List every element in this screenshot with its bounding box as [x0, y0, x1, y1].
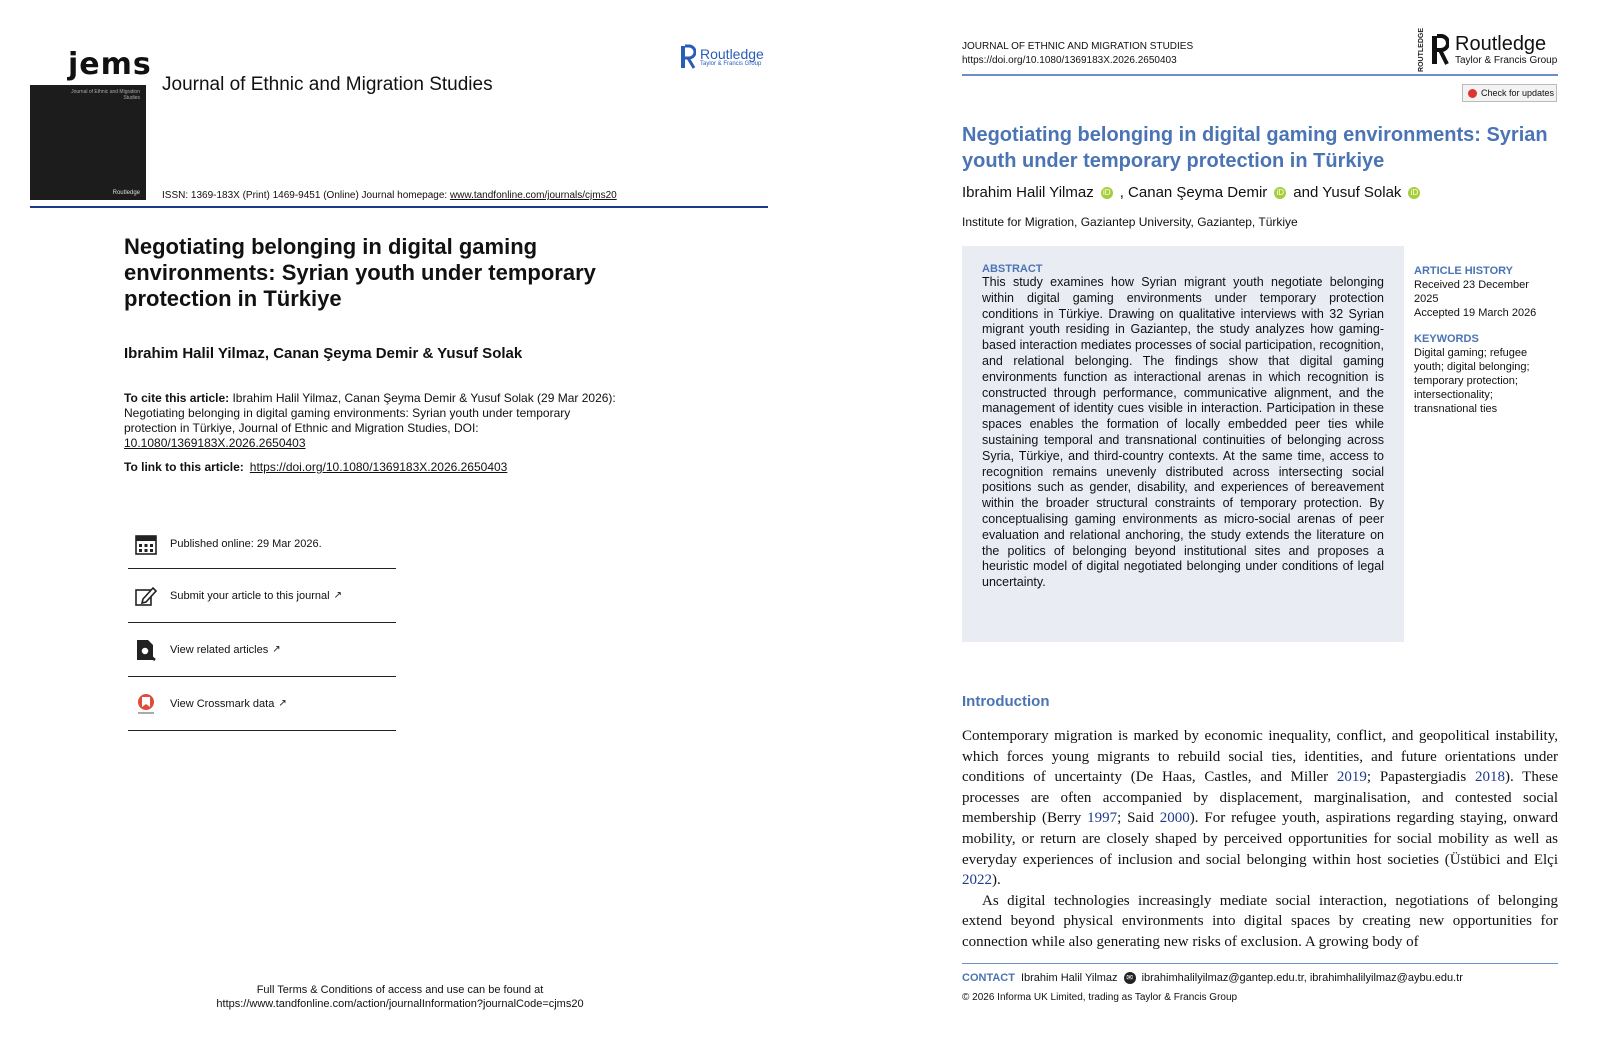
jems-logo: jems [68, 47, 152, 82]
intro-paragraph-2: As digital technologies increasingly mediate social interaction, negotiations of belonging extend beyond physical environments into digital spaces by creating new opportunities for connection while also generating new risks of exclusion. A growing body of [962, 892, 1558, 950]
terms-footer [190, 983, 610, 1011]
keywords-label: KEYWORDS [1414, 333, 1479, 345]
cover-publisher: Routledge [112, 190, 140, 196]
article-title-right: Negotiating belonging in digital gaming environments: Syrian youth under temporary protection in Türkiye [962, 124, 1548, 172]
abstract-text: This study examines how Syrian migrant youth negotiate belonging within digital gaming environments under temporary protection conditions in Türkiye. Drawing on qualitative interviews with 32 Syrian migrant youth residing in Gaziantep, the study analyzes how gaming-based interaction mediates processes of social participation, recognition, and relational belonging. The findings show that digital gaming environments function as interactional arenas in which recognition is constructed through performance, communicative alignment, and the management of identity cues visible in interaction. Participation in these spaces enables the formation of locally embedded peer ties while sustaining temporal and transnational continuities of belonging across Syria, Türkiye, and third-country contexts. At the same time, access to recognition remains unevenly distributed across intersecting social positions such as gender, disability, and experiences of bereavement within the broader structural constraints of temporary protection. By conceptualising gaming environments as micro-social arenas of peer evaluation and relational anchoring, the study extends the literature on the politics of belonging beyond institutional sites and proposes a heuristic model of digital negotiated belonging under conditions of legal uncertainty. [982, 275, 1384, 590]
orcid-icon[interactable]: iD [1274, 187, 1286, 199]
text-run: ). [992, 872, 1001, 889]
abstract-label: ABSTRACT [982, 263, 1043, 275]
document-search-icon [134, 638, 158, 662]
abstract-box [962, 246, 1404, 642]
external-link-icon: ↗ [278, 698, 287, 709]
contact-name: Ibrahim Halil Yilmaz [1020, 972, 1118, 984]
cite-doi-link[interactable]: 10.1080/1369183X.2026.2650403 [124, 436, 306, 450]
routledge-name: Routledge [700, 45, 764, 62]
routledge-r-icon [1431, 34, 1449, 66]
header-divider [962, 74, 1558, 76]
cite-text: Ibrahim Halil Yilmaz, Canan Şeyma Demir & Yusuf Solak (29 Mar 2026): Negotiating belonging in digital gaming environments: Syrian youth under temporary protection in Türkiye, Journal of Ethnic and Migration Studies, DOI: [124, 391, 616, 435]
citation-link[interactable]: 1997 [1087, 810, 1118, 827]
terms-url[interactable]: https://www.tandfonline.com/action/journalInformation?journalCode=cjms20 [216, 998, 584, 1010]
article-sidebar [1414, 264, 1552, 416]
published-online-text: Published online: 29 Mar 2026. [170, 538, 322, 550]
calendar-icon [134, 532, 158, 556]
contact-label: CONTACT [962, 972, 1015, 984]
published-online-row [128, 520, 396, 569]
external-link-icon: ↗ [272, 644, 281, 655]
text-run: ). These processes are often accompanied by displacement, marginalisation, and contested social membership (Berry [962, 769, 1558, 827]
check-for-updates-label: Check for updates [1481, 88, 1555, 98]
cover-subtitle: Journal of Ethnic and Migration Studies [71, 89, 140, 101]
submit-article-link[interactable] [128, 569, 396, 623]
contact-emails[interactable]: ibrahimhalilyilmaz@gantep.edu.tr, ibrahimhalilyilmaz@aybu.edu.tr [1141, 972, 1463, 984]
routledge-sub-right: Taylor & Francis Group [1455, 55, 1558, 67]
cover-page [0, 0, 790, 1046]
citation-link[interactable]: 2022 [962, 872, 992, 889]
issn-text: ISSN: 1369-183X (Print) 1469-9451 (Online) Journal homepage: [162, 190, 450, 201]
intro-paragraph-1 [962, 726, 1558, 891]
article-doi-link[interactable]: https://doi.org/10.1080/1369183X.2026.2650403 [249, 460, 508, 474]
routledge-name-right: Routledge [1455, 33, 1547, 56]
accepted-date: Accepted 19 March 2026 [1414, 307, 1537, 319]
email-icon: ✉ [1124, 972, 1136, 984]
journal-name: Journal of Ethnic and Migration Studies [162, 74, 493, 95]
article-info-list [128, 520, 396, 731]
edit-icon [134, 584, 158, 608]
orcid-icon[interactable]: iD [1101, 187, 1113, 199]
footnote-divider [962, 963, 1558, 964]
author-2[interactable]: , Canan Şeyma Demir [1119, 184, 1268, 201]
issn-line [162, 190, 617, 201]
citation-link[interactable]: 2000 [1159, 810, 1190, 827]
received-date: Received 23 December 2025 [1414, 279, 1529, 305]
running-header [962, 40, 1193, 68]
routledge-sub: Taylor & Francis Group [700, 60, 762, 67]
routledge-logo [680, 44, 764, 70]
citation-link[interactable]: 2018 [1474, 769, 1505, 786]
citation-block [124, 391, 624, 451]
terms-line-1: Full Terms & Conditions of access and use can be found at [256, 984, 544, 996]
crossmark-icon [134, 692, 158, 716]
author-1[interactable]: Ibrahim Halil Yilmaz [962, 184, 1094, 201]
link-label: To link to this article: [124, 460, 244, 474]
running-header-journal: JOURNAL OF ETHNIC AND MIGRATION STUDIES [962, 41, 1194, 52]
check-for-updates-button[interactable] [1462, 84, 1557, 102]
cover-divider [30, 206, 768, 208]
crossmark-icon [1468, 89, 1477, 98]
article-title: Negotiating belonging in digital gaming environments: Syrian youth under temporary protection in Türkiye [124, 234, 596, 311]
copyright-line: © 2026 Informa UK Limited, trading as Taylor & Francis Group [962, 992, 1238, 1003]
related-articles-label: View related articles [170, 643, 269, 656]
author-line [962, 184, 1423, 201]
contact-line [962, 972, 1463, 984]
related-articles-link[interactable] [128, 623, 396, 677]
text-run: Contemporary migration is marked by economic inequality, conflict, and geopolitical instability, which forces young migrants to rebuild social ties, identities, and future orientations under conditions of uncertainty (De Haas, Castles, and Miller [962, 728, 1558, 786]
text-run: ; Papastergiadis [1366, 769, 1475, 786]
introduction-heading: Introduction [962, 693, 1050, 710]
submit-article-label: Submit your article to this journal [170, 589, 330, 602]
text-run: ). For refugee youth, aspirations regarding staying, onward mobility, or return are closely shaped by perceived opportunities for social mobility as well as everyday experiences of inclusion and social belonging within host societies (Üstübici and Elçi [962, 810, 1558, 868]
text-run: ; Said [1117, 810, 1160, 827]
routledge-vertical-text: ROUTLEDGE [1418, 28, 1425, 72]
routledge-r-icon [680, 44, 696, 70]
introduction-body [962, 726, 1558, 953]
external-link-icon: ↗ [333, 590, 342, 601]
routledge-logo-right [1418, 28, 1557, 72]
journal-homepage-link[interactable]: www.tandfonline.com/journals/cjms20 [449, 190, 617, 201]
link-to-article [124, 460, 507, 474]
running-header-doi[interactable]: https://doi.org/10.1080/1369183X.2026.2650403 [962, 55, 1177, 66]
cite-label: To cite this article: [124, 391, 230, 405]
journal-cover-image [30, 85, 146, 200]
article-authors: Ibrahim Halil Yilmaz, Canan Şeyma Demir & Yusuf Solak [124, 345, 523, 362]
crossmark-label: View Crossmark data [170, 697, 275, 710]
citation-link[interactable]: 2019 [1336, 769, 1367, 786]
author-3[interactable]: and Yusuf Solak [1293, 184, 1402, 201]
keywords-list: Digital gaming; refugee youth; digital belonging; temporary protection; intersectionality; transnational ties [1414, 347, 1530, 415]
affiliation: Institute for Migration, Gaziantep University, Gaziantep, Türkiye [962, 215, 1298, 229]
orcid-icon[interactable]: iD [1408, 187, 1420, 199]
crossmark-link[interactable] [128, 677, 396, 731]
article-history-label: ARTICLE HISTORY [1414, 265, 1514, 277]
